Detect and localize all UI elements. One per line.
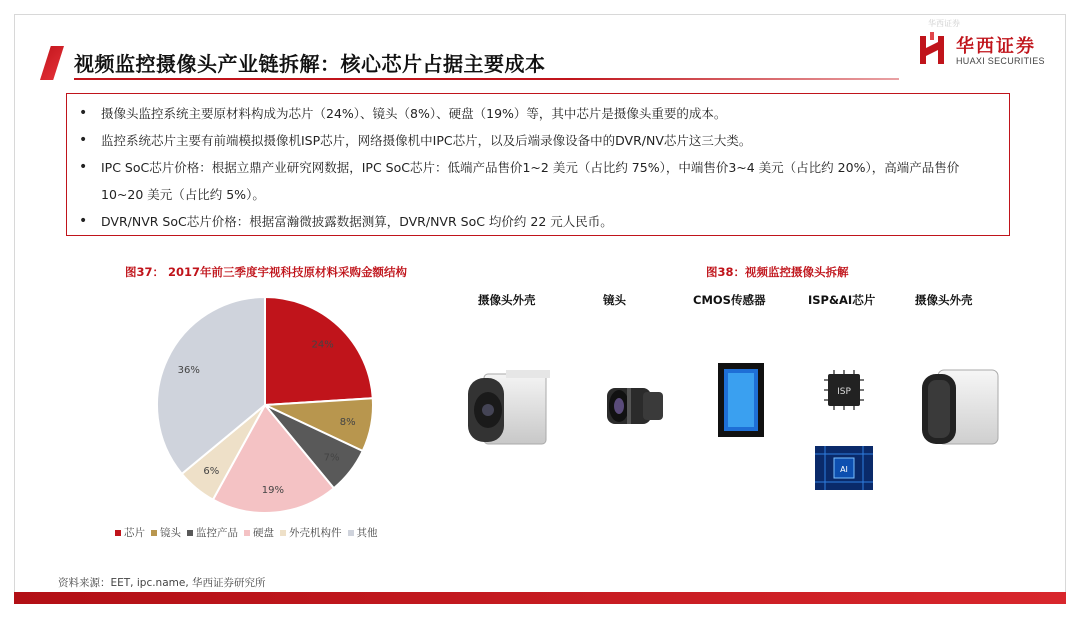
legend-item [187,525,238,540]
lens-icon [603,380,667,432]
part-label-chip: ISP&AI芯片 [808,293,876,307]
part-label-lens: 镜头 [603,293,626,307]
legend-label: 监控产品 [196,527,238,539]
logo-text-cn: 华西证券 [956,36,1036,57]
legend-label: 其他 [356,527,378,539]
pie-data-label: 19% [261,484,285,496]
legend-label: 芯片 [124,527,145,539]
huaxi-logo-icon [918,32,948,66]
legend-label: 硬盘 [253,527,274,539]
legend-item [348,525,378,540]
part-label-cmos: CMOS传感器 [693,293,766,307]
source-note: 资料来源：EET, ipc.name, 华西证券研究所 [58,577,266,589]
legend-item [151,525,181,540]
legend-swatch [115,530,121,536]
pie-data-label: 6% [203,465,220,477]
legend-swatch [244,530,250,536]
bullet-item: • DVR/NVR SoC芯片价格：根据富瀚微披露数据测算，DVR/NVR SoC 均价约 22 元人民币。 [77,208,997,235]
svg-text:AI: AI [840,465,848,474]
bullet-item: • 监控系统芯片主要有前端模拟摄像机ISP芯片，网络摄像机中IPC芯片，以及后端录像设备中的DVR/NV芯片这三大类。 [77,127,997,154]
cmos-sensor-icon [718,363,764,437]
bottom-bar [14,592,1066,604]
summary-box [66,93,1010,236]
title-bar [40,40,870,80]
legend-item [280,525,342,540]
pie-slice-0 [265,297,373,405]
figure37-title: 图37： 2017年前三季度宇视科技原材料采购金额结构 [125,265,408,279]
legend-swatch [348,530,354,536]
legend-item [244,525,274,540]
chip-icon [824,370,864,410]
pie-chart [150,290,380,520]
bullet-item: • 摄像头监控系统主要原材料构成为芯片（24%）、镜头（8%）、硬盘（19%）等，其中芯片是摄像头重要的成本。 [77,100,997,127]
title-underline [74,78,899,80]
pie-data-label: 8% [339,416,356,428]
pie-data-label: 7% [323,452,340,464]
svg-text:ISP: ISP [837,387,851,397]
camera-housing-icon [918,366,1000,448]
legend-item [115,525,145,540]
logo-text-en: HUAXI SECURITIES [956,56,1045,66]
watermark: 华西证券 [928,19,960,28]
part-label-housing: 摄像头外壳 [478,293,536,307]
bullet-camera-icon [466,368,550,448]
page-title: 视频监控摄像头产业链拆解：核心芯片占据主要成本 [74,52,546,76]
bullet-item: • IPC SoC芯片价格：根据立鼎产业研究网数据，IPC SoC芯片：低端产品售价1~2 美元（占比约 75%），中端售价3~4 美元（占比约 20%），高端产品售价 10~20 美元（占比约 5%）。 [77,154,997,208]
part-label-housing-2: 摄像头外壳 [915,293,973,307]
legend-swatch [151,530,157,536]
legend-swatch [280,530,286,536]
legend-swatch [187,530,193,536]
figure38-title: 图38：视频监控摄像头拆解 [706,265,849,279]
bullet-list [77,100,997,235]
legend-label: 镜头 [160,527,181,539]
pie-data-label: 36% [177,365,200,377]
pie-chart-svg [150,290,380,520]
company-logo [918,30,1058,70]
ai-chip-board-icon [815,446,873,490]
title-accent-shape [40,46,64,80]
legend-label: 外壳机构件 [289,527,342,539]
pie-data-label: 24% [311,339,334,351]
pie-legend [115,525,378,540]
